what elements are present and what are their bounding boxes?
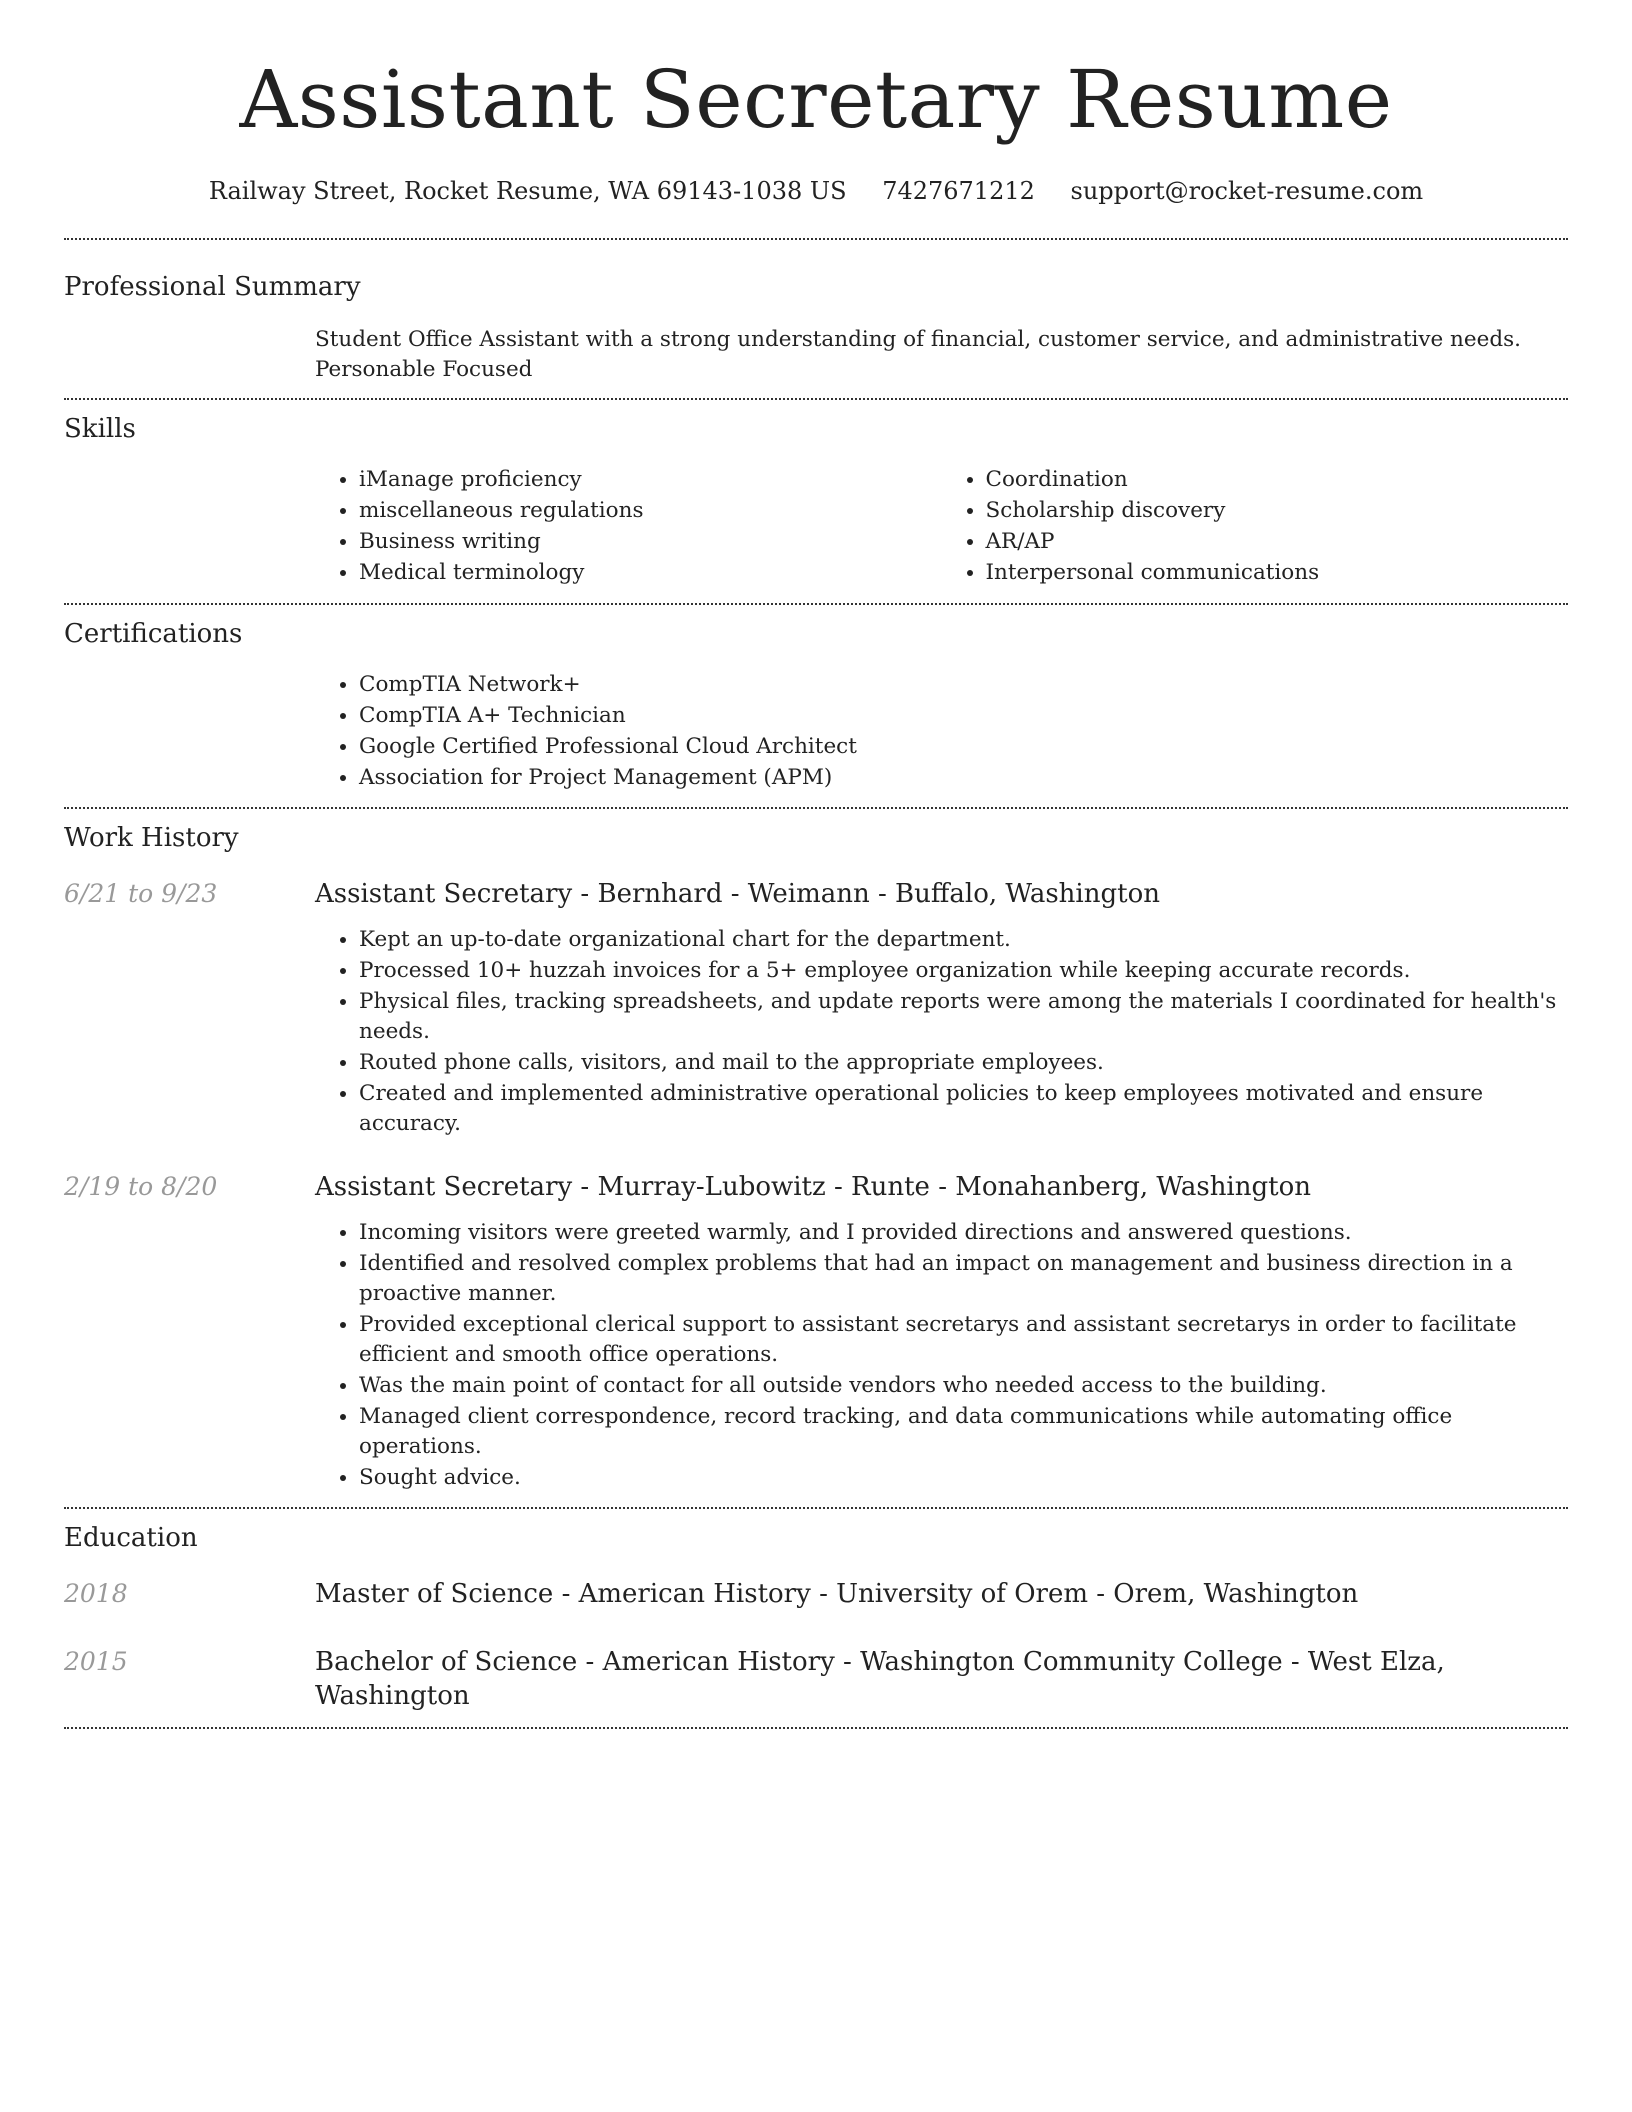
list-item: • Google Certified Professional Cloud Architect [359,732,1568,762]
list-item: • Sought advice. [359,1463,1568,1493]
job-bullets [315,925,1568,1139]
list-item: • miscellaneous regulations [359,496,942,526]
list-item: • Was the main point of contact for all outside vendors who needed access to the building. [359,1371,1568,1401]
divider [64,603,1568,605]
job-dates: 6/21 to 9/23 [64,879,218,908]
list-item: • iManage proficiency [359,465,942,495]
contact-address: Railway Street, Rocket Resume, WA 69143-1038 US [208,177,847,205]
section-title-summary: Professional Summary [64,272,361,302]
section-title-skills: Skills [64,414,136,444]
job-dates: 2/19 to 8/20 [64,1172,218,1201]
list-item: • Coordination [986,465,1569,495]
list-item: • Interpersonal communications [986,558,1569,588]
contact-line [64,174,1568,208]
job-entry [64,1170,1568,1507]
job-heading: Assistant Secretary - Murray-Lubowitz - Runte - Monahanberg, Washington [315,1172,1311,1202]
list-item: • AR/AP [986,527,1569,557]
education-entry [64,1645,1568,1713]
list-item: • Medical terminology [359,558,942,588]
resume-title: Assistant Secretary Resume [239,53,1393,146]
education-entry [64,1577,1568,1611]
list-item: • Association for Project Management (APM) [359,763,1568,793]
divider [64,807,1568,809]
list-item: • Managed client correspondence, record tracking, and data communications while automating office operations. [359,1402,1568,1462]
contact-email: support@rocket-resume.com [1070,177,1424,205]
job-heading: Assistant Secretary - Bernhard - Weimann - Buffalo, Washington [315,879,1160,909]
list-item: • Provided exceptional clerical support to assistant secretarys and assistant secretarys in order to facilitate efficient and smooth office operations. [359,1310,1568,1370]
list-item: • Kept an up-to-date organizational chart for the department. [359,925,1568,955]
education-year: 2015 [64,1647,128,1676]
summary-text: Student Office Assistant with a strong understanding of financial, customer service, and administrative needs. Personable Focused [315,327,1521,382]
skills-list-right [942,465,1569,589]
list-item: • Business writing [359,527,942,557]
divider [64,1507,1568,1509]
list-item: • Physical files, tracking spreadsheets, and update reports were among the materials I coordinated for health's needs. [359,987,1568,1047]
education-section [64,1520,1568,1713]
education-heading: Master of Science - American History - University of Orem - Orem, Washington [315,1579,1359,1609]
list-item: • CompTIA Network+ [359,670,1568,700]
job-entry [64,877,1568,1140]
list-item: • Incoming visitors were greeted warmly, and I provided directions and answered questions. [359,1218,1568,1248]
list-item: • CompTIA A+ Technician [359,701,1568,731]
divider [64,398,1568,400]
education-heading: Bachelor of Science - American History - Washington Community College - West Elza, Washington [315,1647,1445,1711]
summary-section [64,269,1568,385]
contact-phone: 7427671212 [882,177,1035,205]
job-bullets [315,1218,1568,1493]
section-title-certifications: Certifications [64,619,243,649]
divider [64,1727,1568,1729]
certifications-section [64,616,1568,793]
section-title-work: Work History [64,823,239,853]
skills-list-left [315,465,942,589]
list-item: • Created and implemented administrative operational policies to keep employees motivated and ensure accuracy. [359,1079,1568,1139]
list-item: • Routed phone calls, visitors, and mail to the appropriate employees. [359,1048,1568,1078]
education-year: 2018 [64,1579,128,1608]
skills-section [64,411,1568,589]
certifications-list [315,670,1568,793]
section-title-education: Education [64,1523,198,1553]
divider [64,238,1568,240]
list-item: • Scholarship discovery [986,496,1569,526]
list-item: • Processed 10+ huzzah invoices for a 5+ employee organization while keeping accurate records. [359,956,1568,986]
list-item: • Identified and resolved complex problems that had an impact on management and business direction in a proactive manner. [359,1249,1568,1309]
work-history-section [64,820,1568,1507]
